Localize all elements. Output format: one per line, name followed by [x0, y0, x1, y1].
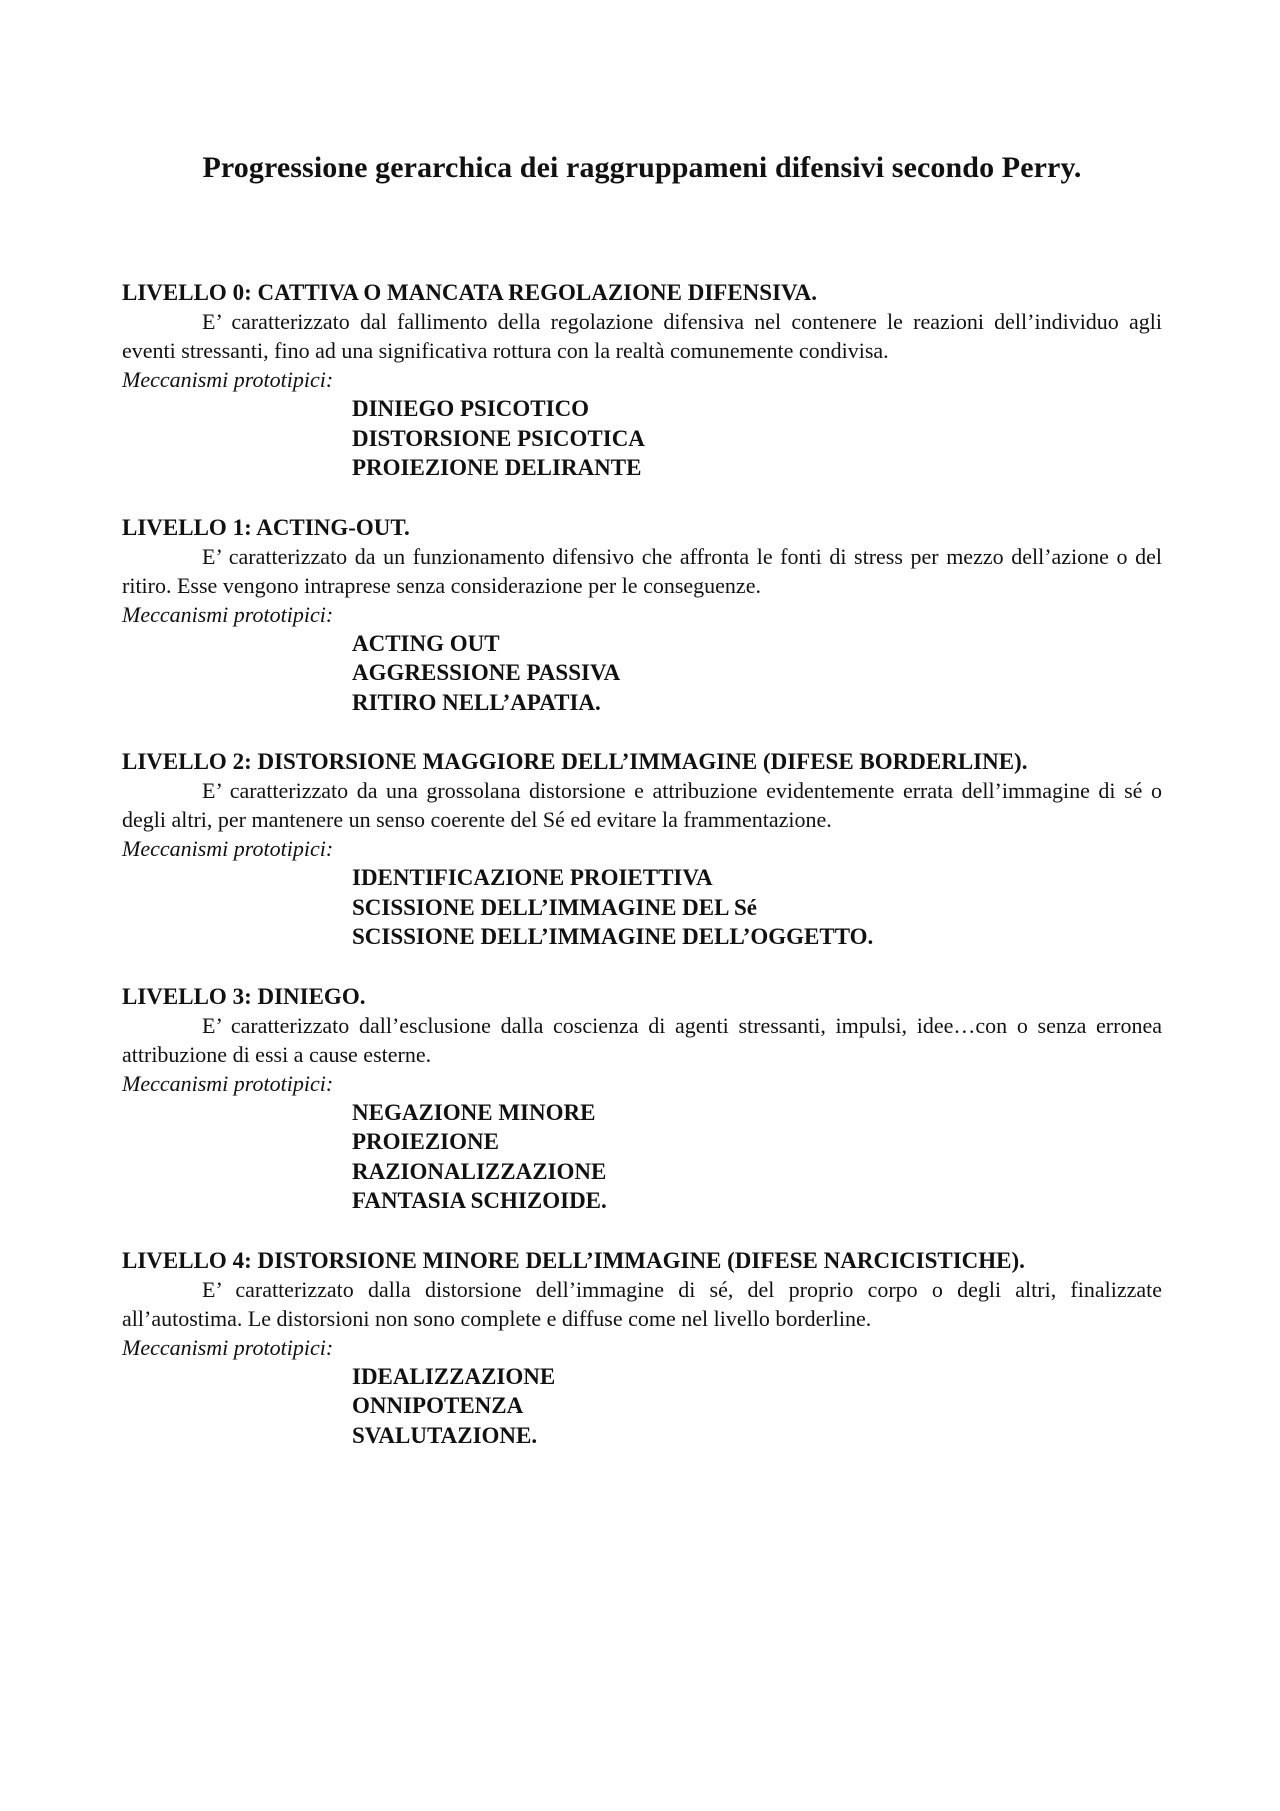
level-0-section: [122, 278, 1162, 483]
document-title: Progressione gerarchica dei raggruppameni difensivi secondo Perry.: [202, 151, 1082, 184]
mechanism-item: DINIEGO PSICOTICO: [352, 396, 590, 421]
mechanisms-list: [122, 394, 1162, 483]
level-3-section: [122, 982, 1162, 1216]
mechanisms-label: Meccanismi prototipici:: [122, 1334, 334, 1360]
mechanism-item: SCISSIONE DELL’IMMAGINE DEL Sé: [352, 894, 757, 920]
mechanism-item: NEGAZIONE MINORE: [352, 1099, 596, 1125]
level-description: E’ caratterizzato da un funzionamento difensivo che affronta le fonti di stress per mezzo dell’azione o del ritiro. Esse vengono intraprese senza considerazione per le conseguenze.: [122, 543, 1162, 598]
mechanisms-label: Meccanismi prototipici:: [122, 367, 334, 392]
level-description: E’ caratterizzato dal fallimento della regolazione difensiva nel contenere le reazioni dell’individuo agli eventi stressanti, fino ad una significativa rottura con la realtà comunemente condivisa.: [122, 309, 1162, 363]
mechanism-item: IDEALIZZAZIONE: [352, 1363, 556, 1389]
mechanism-item: SCISSIONE DELL’IMMAGINE DELL’OGGETTO.: [352, 924, 874, 949]
mechanism-item: ONNIPOTENZA: [352, 1393, 524, 1418]
mechanism-item: RAZIONALIZZAZIONE: [352, 1158, 607, 1184]
level-1-section: [122, 513, 1162, 718]
mechanism-item: IDENTIFICAZIONE PROIETTIVA: [352, 865, 713, 890]
mechanism-item: PROIEZIONE: [352, 1129, 499, 1154]
level-heading: LIVELLO 1: ACTING-OUT.: [122, 514, 410, 540]
mechanism-item: AGGRESSIONE PASSIVA: [352, 660, 621, 685]
level-4-section: [122, 1246, 1162, 1451]
mechanism-item: SVALUTAZIONE.: [352, 1422, 538, 1448]
mechanism-item: FANTASIA SCHIZOIDE.: [352, 1188, 607, 1213]
level-heading: LIVELLO 0: CATTIVA O MANCATA REGOLAZIONE DIFENSIVA.: [122, 280, 818, 305]
level-description: E’ caratterizzato da una grossolana distorsione e attribuzione evidentemente errata dell’immagine di sé o degli altri, per mantenere un senso coerente del Sé ed evitare la frammentazione.: [122, 778, 1162, 832]
mechanisms-list: [122, 863, 1162, 952]
mechanism-item: RITIRO NELL’APATIA.: [352, 689, 601, 715]
level-heading: LIVELLO 3: DINIEGO.: [122, 983, 366, 1009]
mechanisms-label: Meccanismi prototipici:: [122, 836, 334, 861]
mechanisms-label: Meccanismi prototipici:: [122, 1070, 334, 1096]
mechanism-item: PROIEZIONE DELIRANTE: [352, 455, 642, 480]
mechanisms-list: [122, 1098, 1162, 1216]
mechanisms-list: [122, 1362, 1162, 1451]
mechanisms-label: Meccanismi prototipici:: [122, 601, 334, 627]
level-2-section: [122, 747, 1162, 952]
mechanism-item: DISTORSIONE PSICOTICA: [352, 425, 645, 451]
mechanism-item: ACTING OUT: [352, 630, 500, 656]
level-description: E’ caratterizzato dall’esclusione dalla coscienza di agenti stressanti, impulsi, idee…con o senza erronea attribuzione di essi a cause esterne.: [122, 1012, 1162, 1067]
level-heading: LIVELLO 4: DISTORSIONE MINORE DELL’IMMAGINE (DIFESE NARCICISTICHE).: [122, 1247, 1025, 1273]
mechanisms-list: [122, 629, 1162, 718]
level-heading: LIVELLO 2: DISTORSIONE MAGGIORE DELL’IMMAGINE (DIFESE BORDERLINE).: [122, 749, 1028, 774]
level-description: E’ caratterizzato dalla distorsione dell’immagine di sé, del proprio corpo o degli altri, finalizzate all’autostima. Le distorsioni non sono complete e diffuse come nel livello borderline.: [122, 1276, 1162, 1331]
